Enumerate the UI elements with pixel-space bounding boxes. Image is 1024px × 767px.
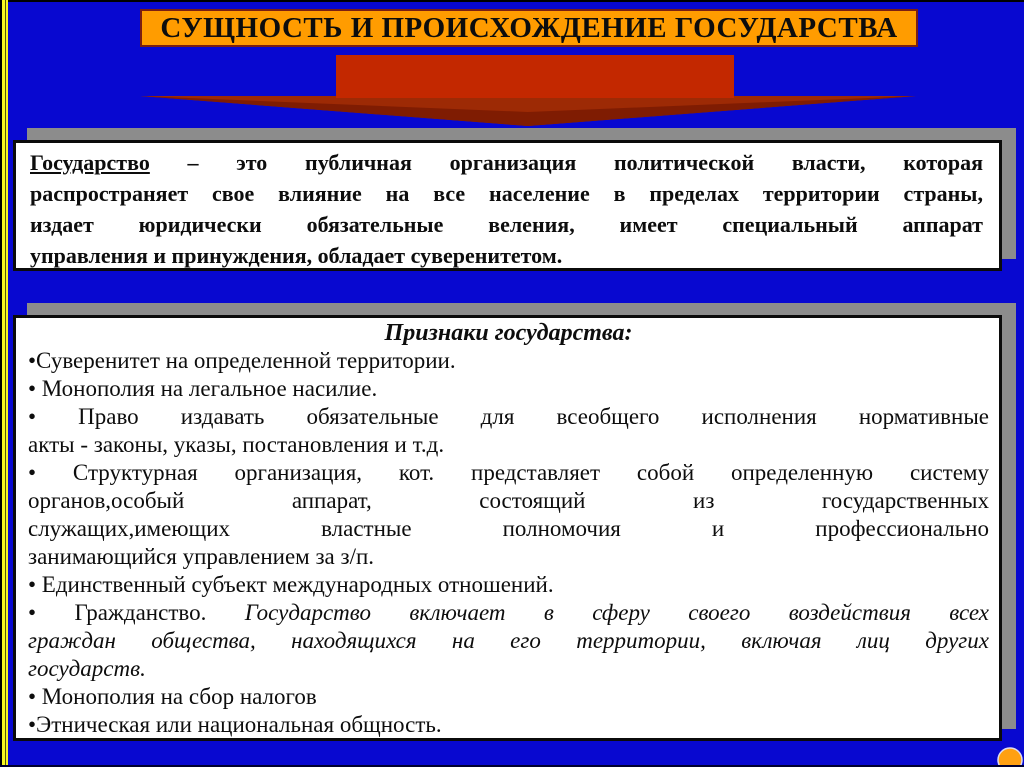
definition-line: распространяет свое влияние на все население в пределах территории страны, [30,181,983,206]
features-list [28,347,989,739]
slide-title-text: СУЩНОСТЬ И ПРОИСХОЖДЕНИЕ ГОСУДАРСТВА [160,11,898,44]
down-arrow-head-shape [140,96,916,126]
feature-item-text: акты - законы, указы, постановления и т.д. [28,432,445,457]
feature-item-text: служащих,имеющих властные полномочия и профессионально [28,516,989,541]
feature-item-line [28,655,989,683]
feature-item-line [28,403,989,431]
features-box [13,315,1002,741]
feature-item-text: • Монополия на сбор налогов [28,684,317,709]
left-edge-stripes [0,0,8,767]
feature-item-italic-text: Государство включает в сферу своего воздействия всех [244,600,989,625]
feature-item-text: • Единственный субъект международных отношений. [28,572,554,597]
feature-item-text: • Структурная организация, кот. представляет собой определенную систему [28,460,989,485]
feature-item-line [28,627,989,655]
feature-item-line [28,543,989,571]
down-arrow-shade-shape [140,96,916,126]
definition-line [30,147,983,178]
definition-line: управления и принуждения, обладает суверенитетом. [30,243,563,268]
feature-item-line [28,487,989,515]
feature-item-italic-text: граждан общества, находящихся на его территории, включая лиц других [28,628,989,653]
feature-item-line [28,711,989,739]
feature-item-line [28,431,989,459]
feature-item-line [28,571,989,599]
slide-title-bar [140,9,918,47]
feature-item-line [28,599,989,627]
feature-item-line [28,515,989,543]
feature-item-text: занимающийся управлением за з/п. [28,544,375,569]
feature-item-italic-text: государств. [28,656,146,681]
feature-item-line [28,683,989,711]
feature-item-line [28,459,989,487]
feature-item-text: органов,особый аппарат, состоящий из государственных [28,488,989,513]
feature-item-text: •Суверенитет на определенной территории. [28,348,456,373]
definition-line: издает юридически обязательные веления, имеет специальный аппарат [30,212,983,237]
feature-item-text: • Гражданство. [28,600,245,625]
top-edge-line [0,0,1024,2]
definition-box [13,140,1002,271]
features-heading: Признаки государства: [384,320,633,346]
definition-term: Государство [30,150,150,175]
feature-item-line [28,375,989,403]
definition-line-rest: – это публичная организация политической власти, которая [149,150,983,175]
feature-item-line [28,347,989,375]
feature-item-text: • Право издавать обязательные для всеобщего исполнения нормативные [28,404,989,429]
down-arrow-stem-shape [336,55,734,98]
feature-item-text: • Монополия на легальное насилие. [28,376,378,401]
feature-item-text: •Этническая или национальная общность. [28,712,442,737]
